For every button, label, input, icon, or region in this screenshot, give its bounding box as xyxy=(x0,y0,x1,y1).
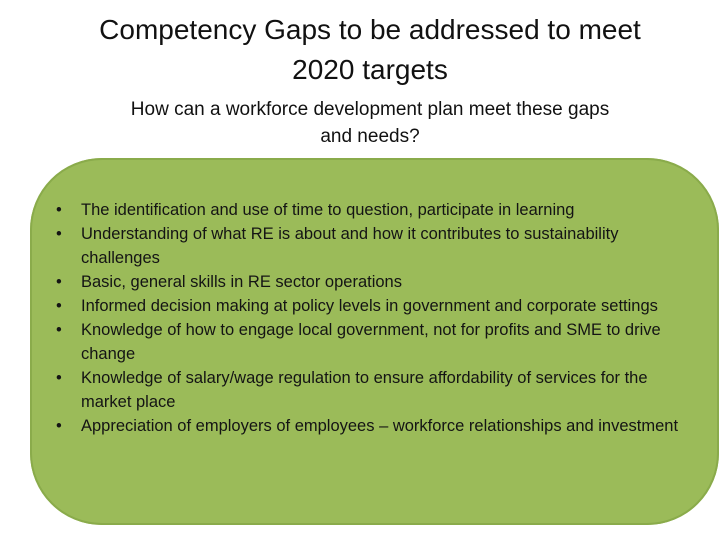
bullet-item-workforce-relationships xyxy=(52,414,692,438)
bullet-item-re-skills xyxy=(52,270,692,294)
bullet-text: Knowledge of how to engage local government, not for profits and SME to drive change xyxy=(81,321,661,363)
bullet-item-decision-making xyxy=(52,294,692,318)
slide-title-line-1: Competency Gaps to be addressed to meet xyxy=(99,14,641,45)
bullet-item-local-government xyxy=(52,318,692,366)
slide-title-line-2: 2020 targets xyxy=(292,54,448,85)
bullet-dot-icon: • xyxy=(56,417,62,435)
slide-subtitle xyxy=(60,96,680,150)
bullet-dot-icon: • xyxy=(56,321,62,339)
bullet-item-time-learning xyxy=(52,198,692,222)
bullet-list xyxy=(52,198,692,438)
bullet-dot-icon: • xyxy=(56,201,62,219)
bullet-dot-icon: • xyxy=(56,297,62,315)
bullet-dot-icon: • xyxy=(56,225,62,243)
bullet-item-wage-regulation xyxy=(52,366,692,414)
slide-subtitle-line-1: How can a workforce development plan meet these gaps xyxy=(130,99,610,120)
bullet-dot-icon: • xyxy=(56,369,62,387)
bullet-text: The identification and use of time to question, participate in learning xyxy=(81,201,575,219)
slide-subtitle-line-2: and needs? xyxy=(320,126,420,147)
slide-title xyxy=(40,10,700,90)
bullet-item-re-understanding xyxy=(52,222,692,270)
bullet-text: Appreciation of employers of employees – workforce relationships and investment xyxy=(81,417,679,435)
bullet-text: Knowledge of salary/wage regulation to ensure affordability of services for the market place xyxy=(81,369,648,411)
bullet-text: Basic, general skills in RE sector operations xyxy=(81,273,402,291)
bullet-text: Informed decision making at policy levels in government and corporate settings xyxy=(81,297,658,315)
bullet-text: Understanding of what RE is about and how it contributes to sustainability challenges xyxy=(81,225,619,267)
bullet-dot-icon: • xyxy=(56,273,62,291)
